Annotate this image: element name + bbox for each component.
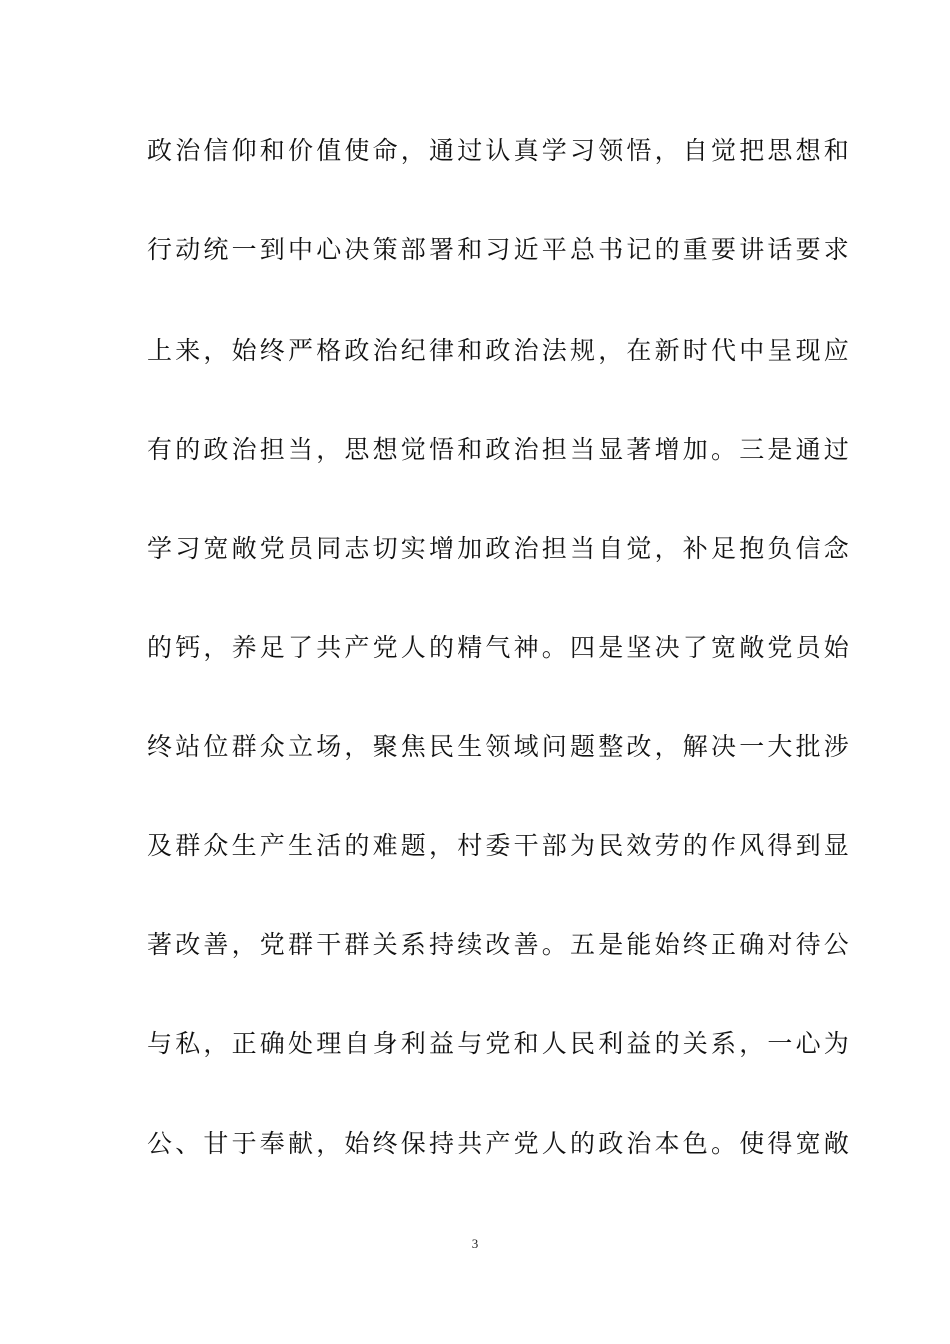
paragraph-line: 著改善，党群干群关系持续改善。五是能始终正确对待公 bbox=[147, 930, 853, 959]
paragraph-line: 有的政治担当，思想觉悟和政治担当显著增加。三是通过 bbox=[147, 435, 853, 464]
paragraph-line: 与私，正确处理自身利益与党和人民利益的关系，一心为 bbox=[147, 1029, 853, 1058]
paragraph-line: 学习宽敞党员同志切实增加政治担当自觉，补足抱负信念 bbox=[147, 534, 853, 563]
paragraph-line: 行动统一到中心决策部署和习近平总书记的重要讲话要求 bbox=[147, 235, 853, 264]
paragraph-line: 终站位群众立场，聚焦民生领域问题整改，解决一大批涉 bbox=[147, 732, 853, 761]
paragraph-line: 及群众生产生活的难题，村委干部为民效劳的作风得到显 bbox=[147, 831, 853, 860]
paragraph-line: 政治信仰和价值使命，通过认真学习领悟，自觉把思想和 bbox=[147, 136, 853, 165]
paragraph-line: 公、甘于奉献，始终保持共产党人的政治本色。使得宽敞 bbox=[147, 1129, 853, 1158]
paragraph-line: 上来，始终严格政治纪律和政治法规，在新时代中呈现应 bbox=[147, 336, 853, 365]
paragraph-line: 的钙，养足了共产党人的精气神。四是坚决了宽敞党员始 bbox=[147, 633, 853, 662]
page-number: 3 bbox=[471, 1236, 479, 1251]
